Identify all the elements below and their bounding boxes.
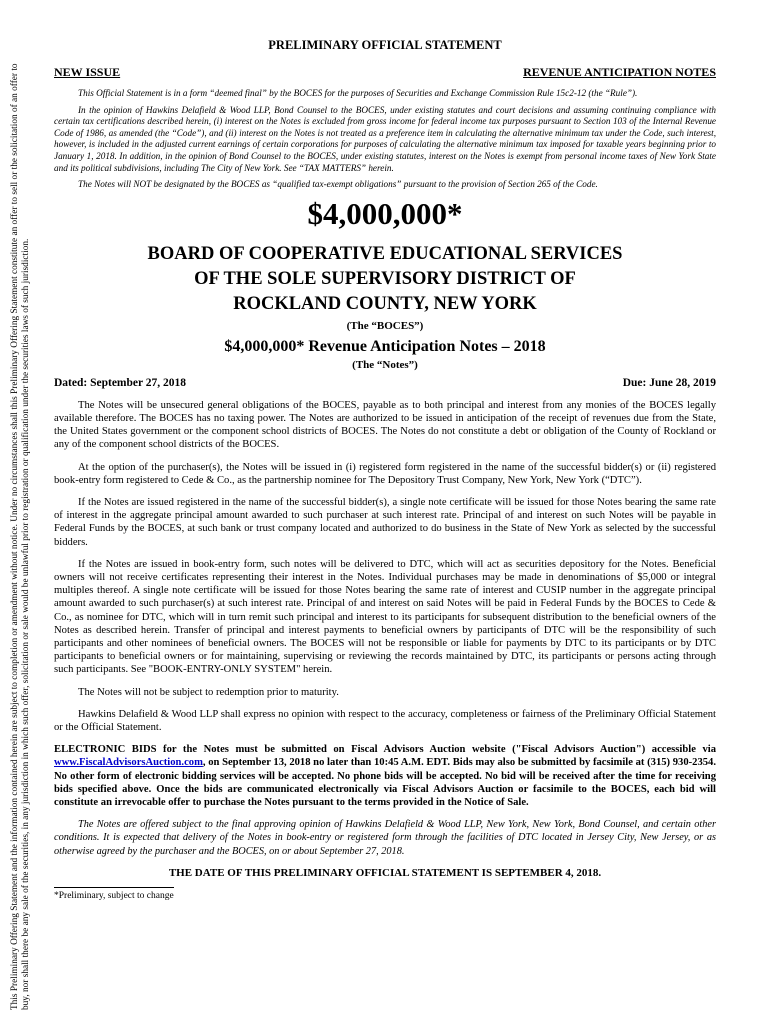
issuer-line-2: OF THE SOLE SUPERVISORY DISTRICT OF xyxy=(194,268,576,289)
principal-amount: $4,000,000* xyxy=(307,195,463,231)
notes-title: $4,000,000* Revenue Anticipation Notes – 2018 xyxy=(224,337,546,355)
paragraph-security: The Notes will be unsecured general obligations of the BOCES, payable as to both principal and interest from any monies of the BOCES legally available therefore. The BOCES has no taxing power. The Notes are authorized to be issued in anticipation of the receipt of revenues due from the State, the United States government or the component school districts of BOCES. The Notes do not constitute a debt or obligation of the County of Rockland or any of the component school districts of the BOCES. xyxy=(54,399,716,451)
page-title: PRELIMINARY OFFICIAL STATEMENT xyxy=(268,38,502,52)
paragraph-registered-form: If the Notes are issued registered in the name of the successful bidder(s), a single note certificate will be issued for those Notes bearing the same rate of interest in the aggregate principal amount awarded to such purchaser at such interest rate. Principal of and interest on such Notes will be payable in Federal Funds by the BOCES, at such bank or trust company located and authorized to do business in the State of New York as selected by the successful bidders. xyxy=(54,496,716,548)
auction-website-link[interactable]: www.FiscalAdvisorsAuction.com xyxy=(54,757,203,769)
statement-date: THE DATE OF THIS PRELIMINARY OFFICIAL STATEMENT IS SEPTEMBER 4, 2018. xyxy=(168,866,602,879)
designation-statement: The Notes will NOT be designated by the BOCES as “qualified tax-exempt obligations” pursuant to the provision of Section 265 of the Code. xyxy=(78,179,598,190)
paragraph-delivery: The Notes are offered subject to the final approving opinion of Hawkins Delafield & Wood LLP, New York, New York, Bond Counsel, and certain other conditions. It is expected that delivery of the Notes in book-entry or registered form through the facilities of DTC located in Jersey City, New Jersey, or as otherwise agreed by the purchaser and the BOCES, on or about September 27, 2018. xyxy=(54,819,716,857)
footnote: *Preliminary, subject to change xyxy=(54,890,174,901)
paragraph-electronic-bids xyxy=(54,743,716,809)
issuer-line-3: ROCKLAND COUNTY, NEW YORK xyxy=(233,293,537,314)
issue-header-row xyxy=(54,65,716,80)
paragraph-registration: At the option of the purchaser(s), the Notes will be issued in (i) registered form registered in the name of the successful bidder(s) or (ii) registered book-entry form registered to Cede & Co., as the partnership nominee for The Depository Trust Company, New York, New York (“DTC”). xyxy=(54,461,716,486)
footnote-divider xyxy=(54,887,174,888)
note-type-label: REVENUE ANTICIPATION NOTES xyxy=(523,65,716,79)
dates-row xyxy=(54,377,716,389)
bids-text-start: ELECTRONIC BIDS for the Notes must be submitted on Fiscal Advisors Auction website ("Fiscal Advisors Auction") accessible via xyxy=(54,744,716,756)
notes-short-name: (The “Notes”) xyxy=(352,358,418,371)
issuer-line-1: BOARD OF COOPERATIVE EDUCATIONAL SERVICES xyxy=(147,243,623,264)
due-date: Due: June 28, 2019 xyxy=(622,376,716,389)
rule-statement: This Official Statement is in a form “deemed final” by the BOCES for the purposes of Securities and Exchange Commission Rule 15c2-12 (the “Rule”). xyxy=(78,88,638,98)
new-issue-label: NEW ISSUE xyxy=(54,65,121,79)
dated-date: Dated: September 27, 2018 xyxy=(54,376,187,389)
paragraph-redemption: The Notes will not be subject to redemption prior to maturity. xyxy=(78,686,339,698)
tax-opinion: In the opinion of Hawkins Delafield & Wood LLP, Bond Counsel to the BOCES, under existing statutes and court decisions and assuming continuing compliance with certain tax certifications described herein, (i) interest on the Notes is excluded from gross income for federal income tax purposes pursuant to Section 103 of the Internal Revenue Code of 1986, as amended (the “Code”), and (ii) interest on the Notes is not treated as a preference item in calculating the alternative minimum tax under the Code, such interest, however, is included in the adjusted current earnings of certain corporations for purposes of calculating the alternative minimum tax imposed for taxable years beginning prior to January 1, 2018. In addition, in the opinion of Bond Counsel to the BOCES, under existing statutes, interest on the Notes is exempt from personal income taxes of New York State and its political subdivisions, including The City of New York. See “TAX MATTERS” herein. xyxy=(54,104,716,173)
document-body xyxy=(54,38,716,901)
paragraph-book-entry: If the Notes are issued in book-entry form, such notes will be delivered to DTC, which will act as securities depository for the Notes. Beneficial owners will not receive certificates representing their interest in the Notes. Individual purchases may be made in denominations of $5,000 or integral multiples thereof. A single note certificate will be issued for those Notes bearing the same rate of interest and CUSIP number in the aggregate principal amount awarded to such purchaser(s) at such interest rate. Principal of and interest on said Notes will be paid in Federal Funds by the BOCES to Cede & Co., as nominee for DTC, which will in turn remit such principal and interest to its participants for subsequent distribution to the beneficial owners of the Notes as described herein. Transfer of principal and interest payments to beneficial owners by participants of DTC will be the responsibility of such participants and other nominees of beneficial owners. The BOCES will not be responsible or liable for payments by DTC to its participants or by DTC participants to beneficial owners or for maintaining, supervising or reviewing the records maintained by DTC, its participants or persons acting through such participants. See "BOOK-ENTRY-ONLY SYSTEM" herein. xyxy=(54,558,716,676)
bids-text-end: , on September 13, 2018 no later than 10:45 A.M. EDT. Bids may also be submitted by facsimile at (315) 930-2354. No other form of electronic bidding services will be accepted. No phone bids will be accepted. No bid will be received after the time for receiving bids specified above. Once the bids are communicated electronically via Fiscal Advisors Auction or facsimile to the BOCES, each bid will constitute an irrevocable offer to purchase the Notes pursuant to the terms provided in the Notice of Sale. xyxy=(54,757,716,809)
issuer-short-name: (The “BOCES”) xyxy=(346,319,424,332)
paragraph-counsel-disclaimer: Hawkins Delafield & Wood LLP shall express no opinion with respect to the accuracy, completeness or fairness of the Preliminary Official Statement or the Official Statement. xyxy=(54,708,716,734)
vertical-disclaimer: This Preliminary Offering Statement and the information contained herein are subject to completion or amendment without notice. Under no circumstances shall this Preliminary Offering Statement constitute an offer to sell or the solicitation of an offer to buy, nor shall there be any sale of the securities, in any jurisdiction in which such offer, solicitation or sale would be unlawful prior to registration or qualification under the securities laws of such jurisdiction. xyxy=(10,63,31,1010)
